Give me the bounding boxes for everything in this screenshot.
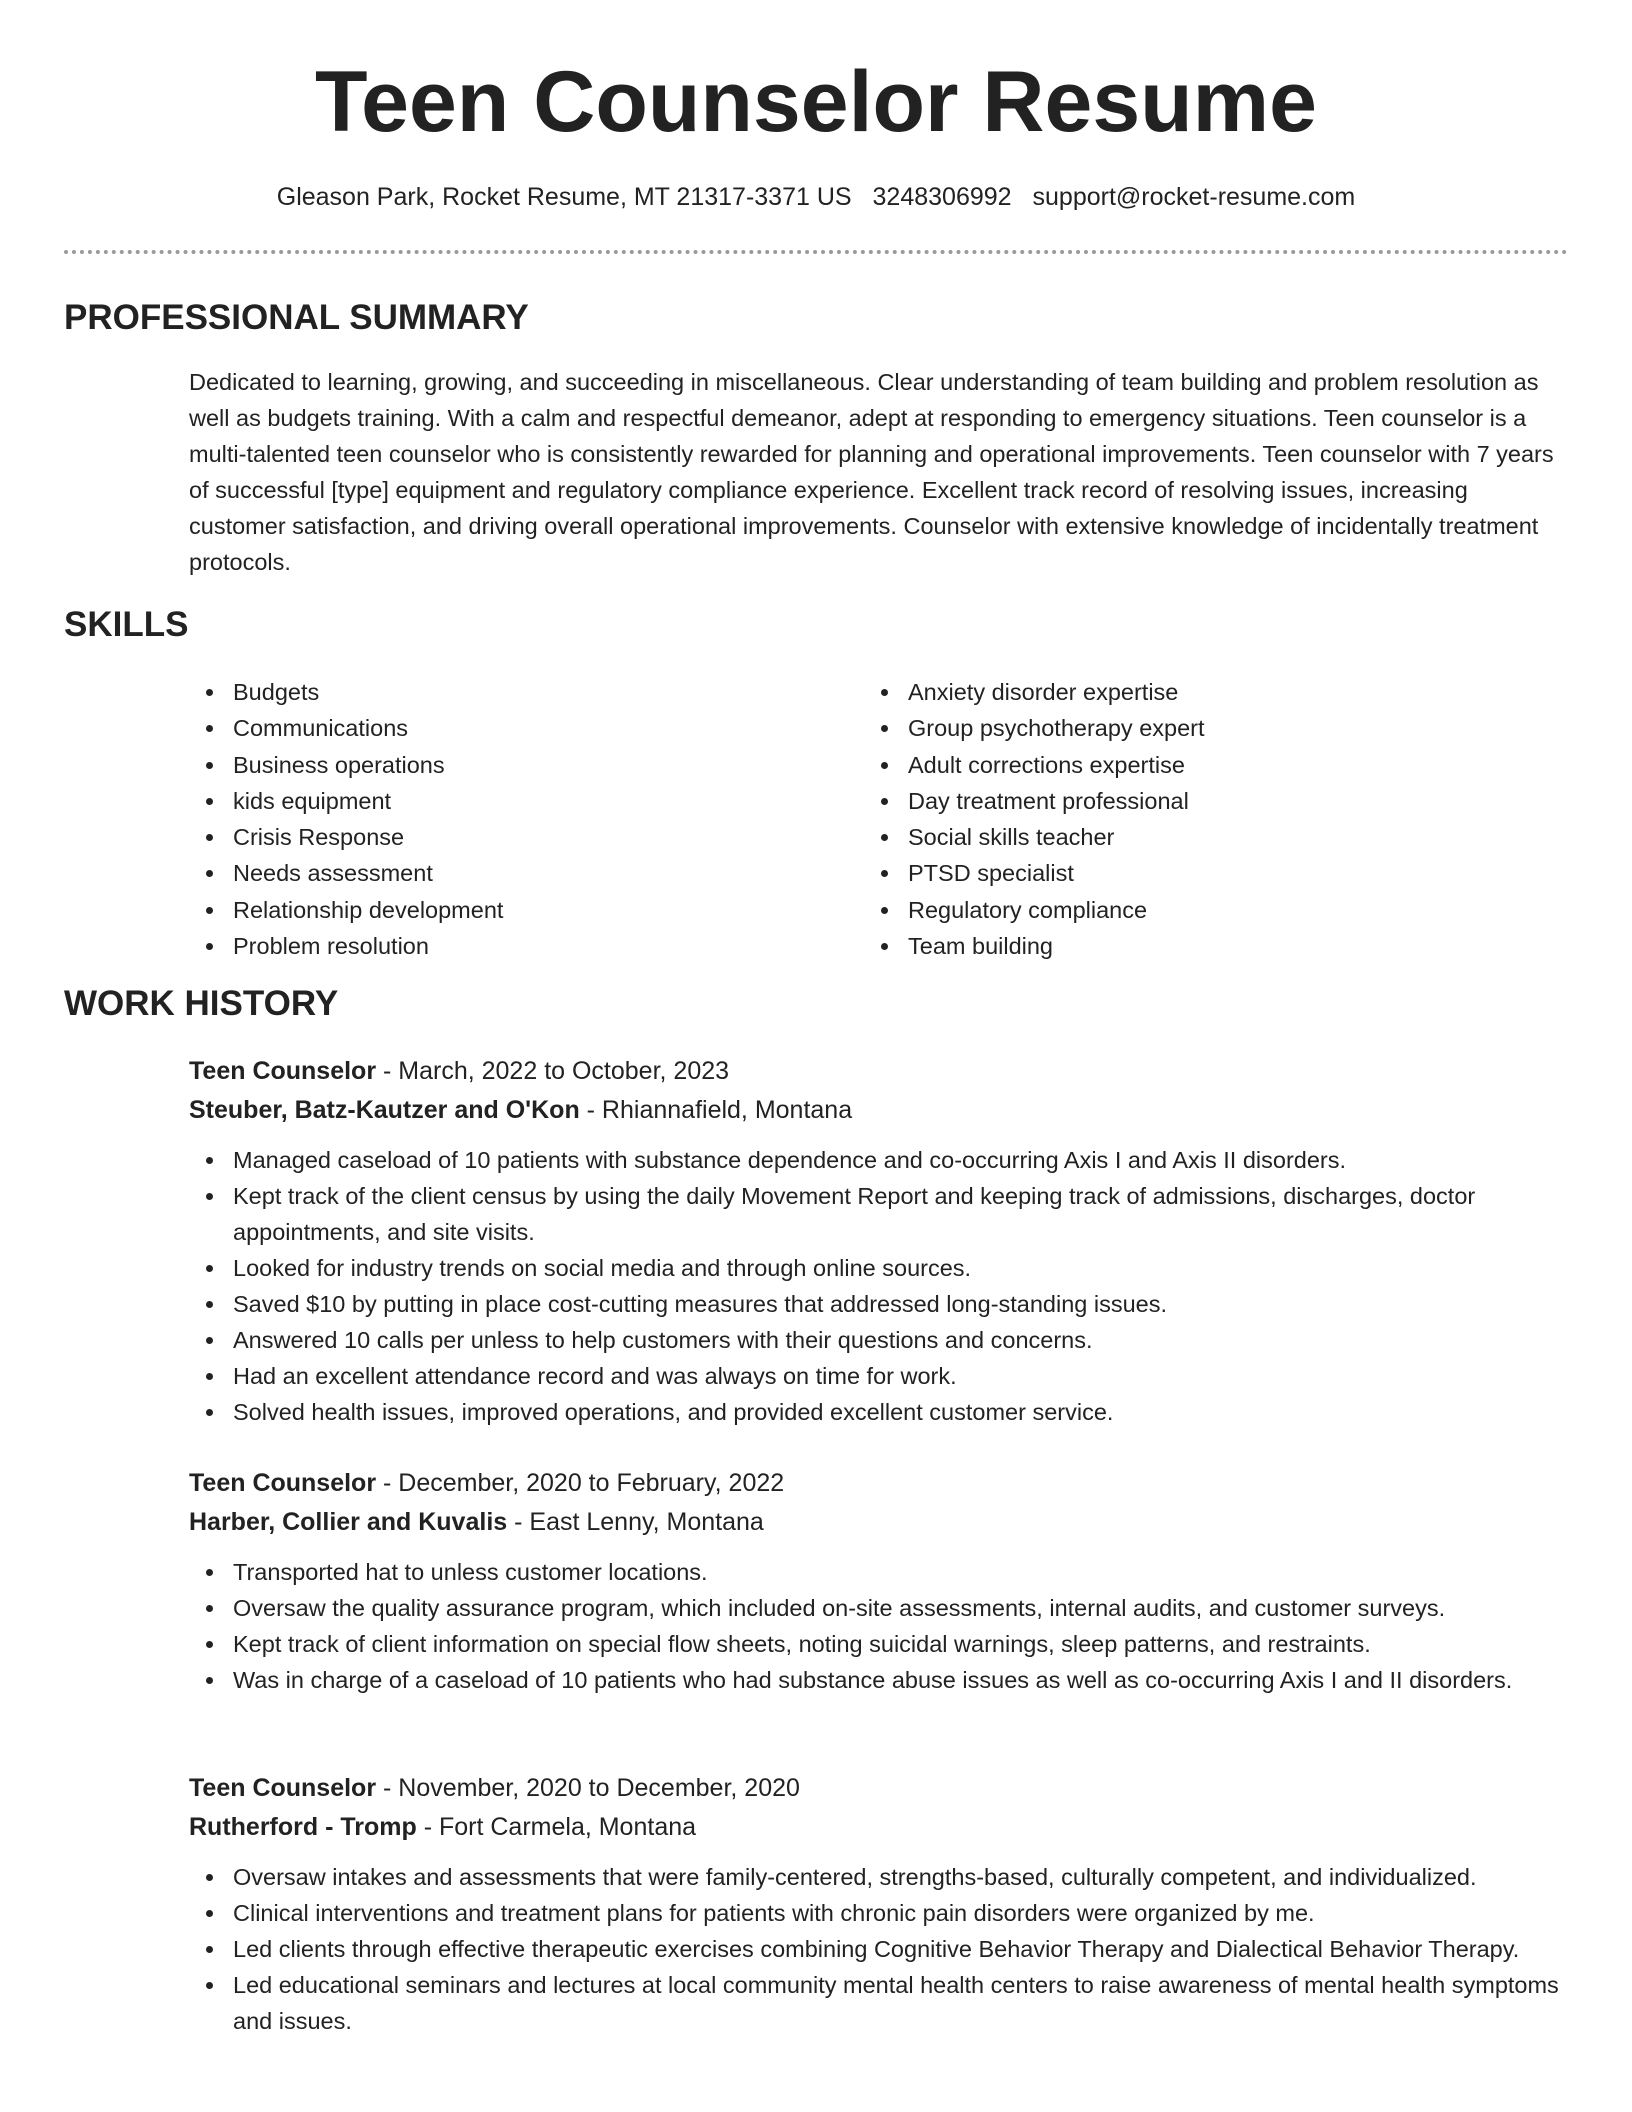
job-bullet: Clinical interventions and treatment plans for patients with chronic pain disorders were organized by me. xyxy=(189,1895,1569,1931)
job-title: Teen Counselor xyxy=(189,1774,377,1802)
job-dates: - November, 2020 to December, 2020 xyxy=(376,1774,800,1802)
skill-item: Regulatory compliance xyxy=(864,892,1504,928)
page-title: Teen Counselor Resume xyxy=(315,54,1317,150)
skill-item: Team building xyxy=(864,928,1504,964)
job-dates: - March, 2022 to October, 2023 xyxy=(376,1057,730,1085)
skills-list-left xyxy=(189,674,829,964)
job-entry xyxy=(189,1052,1569,1430)
skill-item: Needs assessment xyxy=(189,855,829,891)
job-bullets xyxy=(189,1859,1569,2039)
job-location: - Rhiannafield, Montana xyxy=(579,1096,853,1124)
contact-phone: 3248306992 xyxy=(872,183,1012,211)
job-company-line xyxy=(189,1808,1569,1847)
summary-text: Dedicated to learning, growing, and succeeding in miscellaneous. Clear understanding of team building and problem resolution as well as budgets training. With a calm and respectful demeanor, adept at responding to emergency situations. Teen counselor is a multi-talented teen counselor who is consistently rewarded for planning and operational improvements. Teen counselor with 7 years of successful [type] equipment and regulatory compliance experience. Excellent track record of resolving issues, increasing customer satisfaction, and driving overall operational improvements. Counselor with extensive knowledge of incidentally treatment protocols. xyxy=(189,369,1554,575)
skill-item: Social skills teacher xyxy=(864,819,1504,855)
summary-heading: PROFESSIONAL SUMMARY xyxy=(64,298,529,337)
job-company-line xyxy=(189,1503,1569,1542)
header-divider xyxy=(64,250,1568,254)
job-location: - East Lenny, Montana xyxy=(507,1508,764,1536)
job-bullet: Had an excellent attendance record and was always on time for work. xyxy=(189,1358,1569,1394)
skills-heading: SKILLS xyxy=(64,605,189,644)
job-bullet: Led clients through effective therapeutic exercises combining Cognitive Behavior Therapy and Dialectical Behavior Therapy. xyxy=(189,1931,1569,1967)
skill-item: Anxiety disorder expertise xyxy=(864,674,1504,710)
skill-item: Relationship development xyxy=(189,892,829,928)
job-bullet: Saved $10 by putting in place cost-cutting measures that addressed long-standing issues. xyxy=(189,1286,1569,1322)
job-company: Steuber, Batz-Kautzer and O'Kon xyxy=(189,1096,580,1124)
skill-item: Group psychotherapy expert xyxy=(864,710,1504,746)
job-entry xyxy=(189,1464,1569,1698)
job-bullet: Oversaw intakes and assessments that were family-centered, strengths-based, culturally competent, and individualized. xyxy=(189,1859,1569,1895)
skills-list-right xyxy=(864,674,1504,964)
skill-item: Budgets xyxy=(189,674,829,710)
job-bullets xyxy=(189,1142,1569,1430)
job-title-line xyxy=(189,1769,1569,1808)
job-bullet: Led educational seminars and lectures at local community mental health centers to raise awareness of mental health symptoms and issues. xyxy=(189,1967,1569,2039)
job-bullet: Kept track of client information on special flow sheets, noting suicidal warnings, sleep patterns, and restraints. xyxy=(189,1626,1569,1662)
job-company: Harber, Collier and Kuvalis xyxy=(189,1508,508,1536)
job-bullet: Looked for industry trends on social media and through online sources. xyxy=(189,1250,1569,1286)
job-bullet: Oversaw the quality assurance program, which included on-site assessments, internal audits, and customer surveys. xyxy=(189,1590,1569,1626)
skill-item: kids equipment xyxy=(189,783,829,819)
job-location: - Fort Carmela, Montana xyxy=(416,1813,697,1841)
job-bullet: Was in charge of a caseload of 10 patients who had substance abuse issues as well as co-occurring Axis I and II disorders. xyxy=(189,1662,1569,1698)
skill-item: Day treatment professional xyxy=(864,783,1504,819)
job-title: Teen Counselor xyxy=(189,1057,377,1085)
skill-item: Crisis Response xyxy=(189,819,829,855)
contact-address: Gleason Park, Rocket Resume, MT 21317-3371 US xyxy=(276,183,852,211)
job-dates: - December, 2020 to February, 2022 xyxy=(376,1469,785,1497)
job-title-line xyxy=(189,1052,1569,1091)
job-title-line xyxy=(189,1464,1569,1503)
job-bullet: Solved health issues, improved operations, and provided excellent customer service. xyxy=(189,1394,1569,1430)
contact-info xyxy=(0,180,1632,214)
job-bullet: Managed caseload of 10 patients with substance dependence and co-occurring Axis I and Axis II disorders. xyxy=(189,1142,1569,1178)
job-bullet: Kept track of the client census by using the daily Movement Report and keeping track of admissions, discharges, doctor appointments, and site visits. xyxy=(189,1178,1569,1250)
job-company-line xyxy=(189,1091,1569,1130)
skill-item: Business operations xyxy=(189,747,829,783)
job-company: Rutherford - Tromp xyxy=(189,1813,417,1841)
skill-item: Communications xyxy=(189,710,829,746)
skill-item: Adult corrections expertise xyxy=(864,747,1504,783)
job-bullet: Transported hat to unless customer locations. xyxy=(189,1554,1569,1590)
job-bullets xyxy=(189,1554,1569,1698)
job-entry xyxy=(189,1769,1569,2039)
contact-email: support@rocket-resume.com xyxy=(1032,183,1356,211)
skill-item: Problem resolution xyxy=(189,928,829,964)
skill-item: PTSD specialist xyxy=(864,855,1504,891)
job-bullet: Answered 10 calls per unless to help customers with their questions and concerns. xyxy=(189,1322,1569,1358)
work-history-heading: WORK HISTORY xyxy=(64,984,339,1023)
job-title: Teen Counselor xyxy=(189,1469,377,1497)
